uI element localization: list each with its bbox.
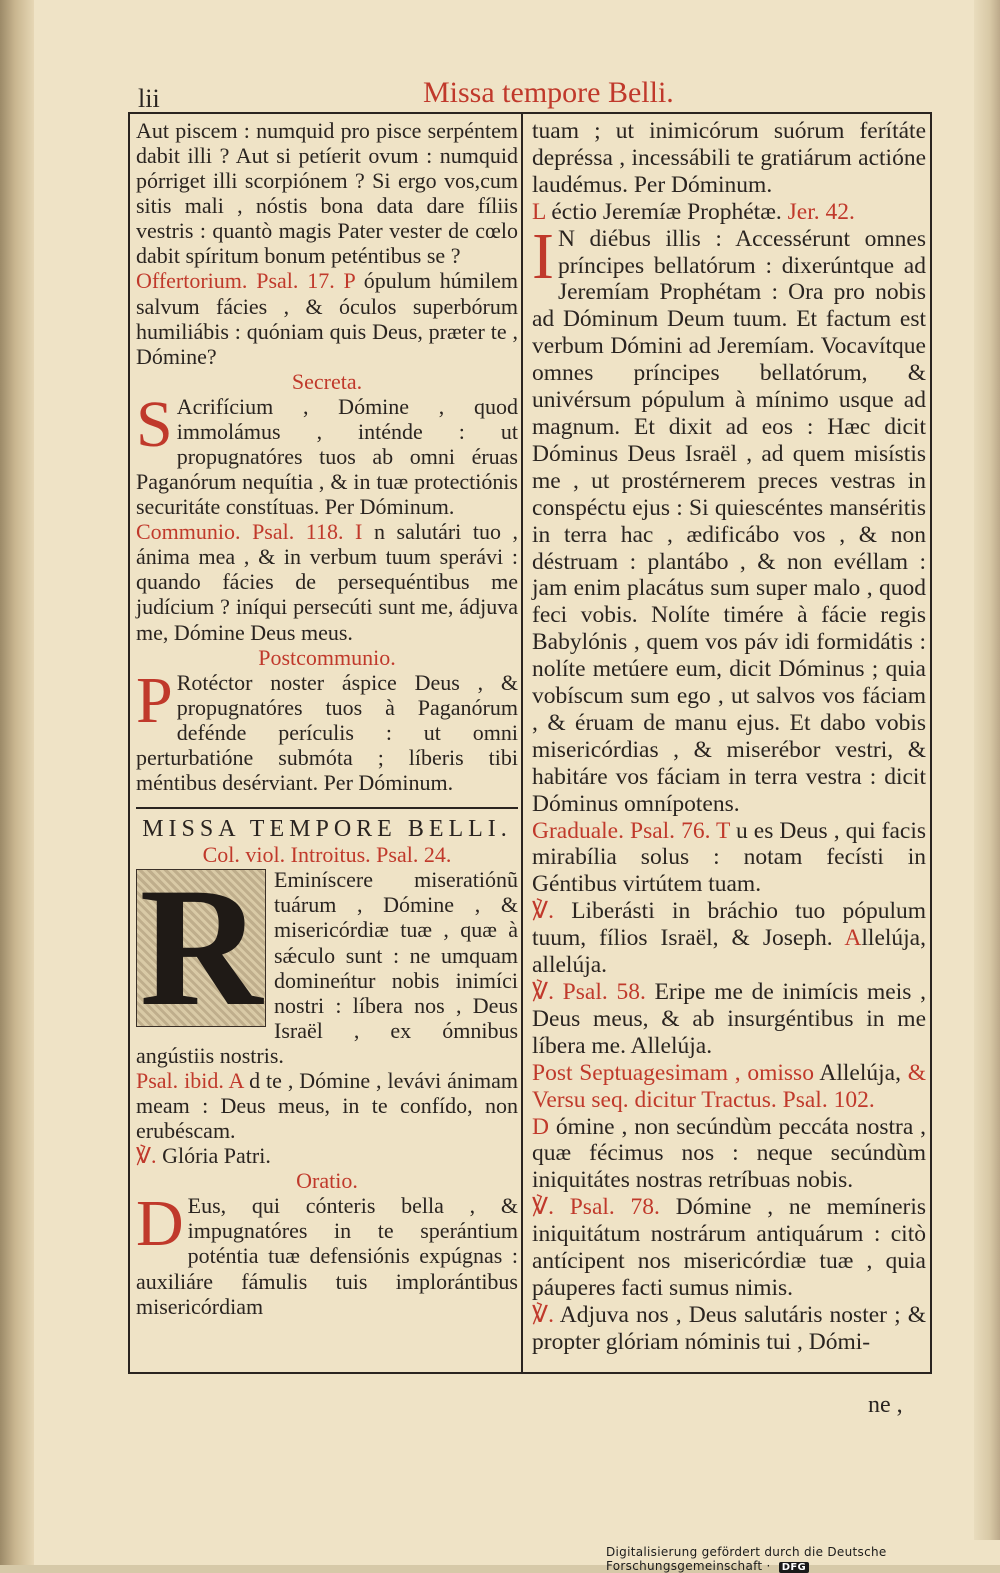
text-paragraph xyxy=(532,898,926,979)
text-paragraph xyxy=(532,1302,926,1356)
rubric-heading: Secreta. xyxy=(291,368,363,394)
text-paragraph xyxy=(532,1060,926,1114)
running-title: Missa tempore Belli. xyxy=(423,76,674,109)
rubric-secondary: Jer. 42. xyxy=(787,198,855,225)
rubric: Offertorium. Psal. 17. P xyxy=(136,268,355,294)
column-rule xyxy=(521,112,523,1374)
rubric-heading: Oratio. xyxy=(296,1168,358,1194)
text-paragraph xyxy=(532,118,926,199)
text-paragraph xyxy=(136,663,518,796)
text-paragraph xyxy=(136,387,518,520)
page-header xyxy=(118,72,928,112)
paragraph-text: u es Deus , qui facis mirabília solus : notam fecísti in Géntibus virtútem tuam. xyxy=(532,817,927,898)
rubric: Psal. ibid. A xyxy=(136,1067,244,1093)
text-paragraph xyxy=(136,1187,518,1319)
section-rule xyxy=(136,807,518,809)
paragraph-text: ópulum húmilem salvum fácies , & óculos superbórum humiliábis : quóniam quis Deus, præter te , Dómine? xyxy=(136,268,518,369)
paragraph-text: Rotéctor noster áspice Deus , & propugnatóres tuos à Paganórum defénde perículis : ut omni perturbatióne submóta ; líberis tibi méntibus desérviant. Per Dóminum. xyxy=(136,669,518,796)
text-paragraph xyxy=(136,118,518,268)
paragraph-text: Aut piscem : numquid pro pisce serpéntem dabit illi ? Aut si petíerit ovum : numquid pórriget illi scorpiónem ? Si ergo vos,cum sitis mali , nóstis bona data dare fíliis vestris : quantò magis Pater vester de cœlo dabit spíritum bonum peténtibus se ? xyxy=(136,118,518,269)
paragraph-text: Allelúja, xyxy=(819,1059,901,1086)
rubric: Graduale. Psal. 76. T xyxy=(532,817,730,844)
drop-capital: S xyxy=(136,387,173,461)
ornamental-letter: R xyxy=(139,853,263,1042)
paragraph-text: Eus, qui cónteris bella , & impugnatóres in te sperántium poténtia tuæ defensiónis expúgnas : auxiliáre fámulis tuis implorántibus misericórdiam xyxy=(136,1193,518,1319)
text-paragraph xyxy=(532,818,926,899)
paragraph-text: llelúja, allelúja. xyxy=(532,925,926,979)
rubric: Communio. Psal. 118. I xyxy=(136,519,363,545)
paragraph-text: tuam ; ut inimicórum suórum ferítáte depréssa , incessábili te gratiárum actióne laudémus. Per Dóminum. xyxy=(532,118,926,198)
paragraph-text: Eripe me de inimícis meis , Deus meus, & ab insurgéntibus in me líbera me. Allelúja. xyxy=(532,979,926,1059)
rubric: Post Septuagesimam , omisso xyxy=(532,1059,814,1086)
mass-title: MISSA TEMPORE BELLI. xyxy=(142,816,512,843)
paragraph-text: Eminíscere miseratiónũ tuárum , Dómine , & misericórdiæ tuæ , quæ à sǽculo sunt : ne umquam domineńtur nobis inimíci nostri : líbera nos , Deus Israël , ex ómnibus angústiis nostris. xyxy=(136,867,518,1068)
rubric-heading: Col. viol. Introitus. Psal. 24. xyxy=(202,842,452,868)
text-paragraph xyxy=(136,268,518,368)
paragraph-text: Dómine , ne memíneris iniquitátum nostrárum antiquárum : citò antícipent nos misericórdiæ tuæ , quia páuperes facti sumus nimis. xyxy=(532,1194,927,1301)
rubric: ℣. Psal. 58. xyxy=(532,979,646,1005)
rubric: D xyxy=(532,1113,549,1140)
dfg-logo: DFG xyxy=(779,1562,809,1573)
paragraph-text: ómine , non secúndùm peccáta nostra , quæ fécimus nos : neque secúndùm iniquitátes nostras retríbuas nobis. xyxy=(532,1113,926,1194)
text-paragraph xyxy=(532,219,926,818)
footer-text: Digitalisierung gefördert durch die Deutsche Forschungsgemeinschaft · xyxy=(606,1545,887,1573)
paragraph-text: Glória Patri. xyxy=(162,1143,271,1169)
text-paragraph xyxy=(136,519,518,644)
page-number: lii xyxy=(138,84,160,113)
rubric: ℣. xyxy=(532,898,554,925)
paragraph-text: n salutári tuo , ánima mea , & in verbum tuum sperávi : quando fácies de persequéntibus me judícium ? iníqui persecúti sunt me, ádjuva me, Dómine Deus meus. xyxy=(136,519,519,645)
digitization-footer xyxy=(606,1545,1000,1573)
rubric-secondary: & Versu seq. dicitur Tractus. Psal. 102. xyxy=(532,1059,926,1113)
paragraph-text: d te , Dómine , levávi ánimam meam : Deus meus, in te confído, non erubéscam. xyxy=(136,1067,519,1144)
text-paragraph xyxy=(136,1143,518,1168)
text-paragraph xyxy=(532,1114,926,1195)
book-spine xyxy=(0,0,34,1565)
paragraph-text: éctio Jeremíæ Prophétæ. xyxy=(551,198,782,225)
paragraph-text: Liberásti in bráchio tuo pópulum tuum, fílios Israël, & Joseph. xyxy=(532,898,927,952)
page-edge xyxy=(974,0,1000,1540)
text-paragraph xyxy=(136,1068,518,1143)
rubric: L xyxy=(532,198,546,225)
rubric: ℣. xyxy=(532,1301,554,1328)
drop-capital: P xyxy=(136,663,173,737)
catchword: ne , xyxy=(868,1392,903,1418)
paragraph-text: N diébus illis : Accessérunt omnes príncipes bellatórum : dixerúntque ad Jeremíam Prophétam : Ora pro nobis ad Dóminum Deum tuum. Et factum est verbum Dómini ad Jeremíam. Vocavítque omnes príncipes bellatórum, & univérsum pópulum à mínimo usque ad magnum. Et dixit ad eos : Hæc dicit Dóminus Deus Israël , ad quem misístis me , ut prostérnerem preces vestras in conspéctu ejus : Si quiescéntes manséritis in terra hac , ædificábo vos , & non déstruam : plantábo , & non evéllam : jam enim placátus sum super malo , quod feci vobis. Nolíte timére à fácie regis Babylónis , quem vos páv idi formidátis : nolíte metúere eum, dicit Dóminus ; quia vobíscum sum ego , ut salvos vos fáciam , & éruam de manu ejus. Et dabo vobis misericórdias , & miserébor vestri, & habitáre vos fáciam in terra vestra : dicit Dóminus omnípotens. xyxy=(532,225,926,817)
rubric: ℣. xyxy=(136,1143,157,1169)
paragraph-text: Adjuva nos , Deus salutáris noster ; & propter glóriam nóminis tui , Dómi- xyxy=(532,1301,926,1355)
rubric-secondary: A xyxy=(844,925,862,952)
right-column xyxy=(532,118,926,1356)
left-column xyxy=(136,118,518,1319)
text-paragraph xyxy=(532,979,926,1060)
text-paragraph xyxy=(532,1194,926,1302)
text-paragraph xyxy=(532,199,926,226)
ornamental-initial xyxy=(136,853,266,1042)
drop-capital: I xyxy=(532,219,554,293)
rubric-heading: Postcommunio. xyxy=(258,644,396,670)
rubric: ℣. Psal. 78. xyxy=(532,1194,660,1221)
paragraph-text: Acrifícium , Dómine , quod immolámus , inténde : ut propugnatóres tuos ab omni éruas Paganórum nequítia , & in tuæ protectiónis securitáte constítuas. Per Dóminum. xyxy=(136,393,518,520)
drop-capital: D xyxy=(136,1187,184,1261)
